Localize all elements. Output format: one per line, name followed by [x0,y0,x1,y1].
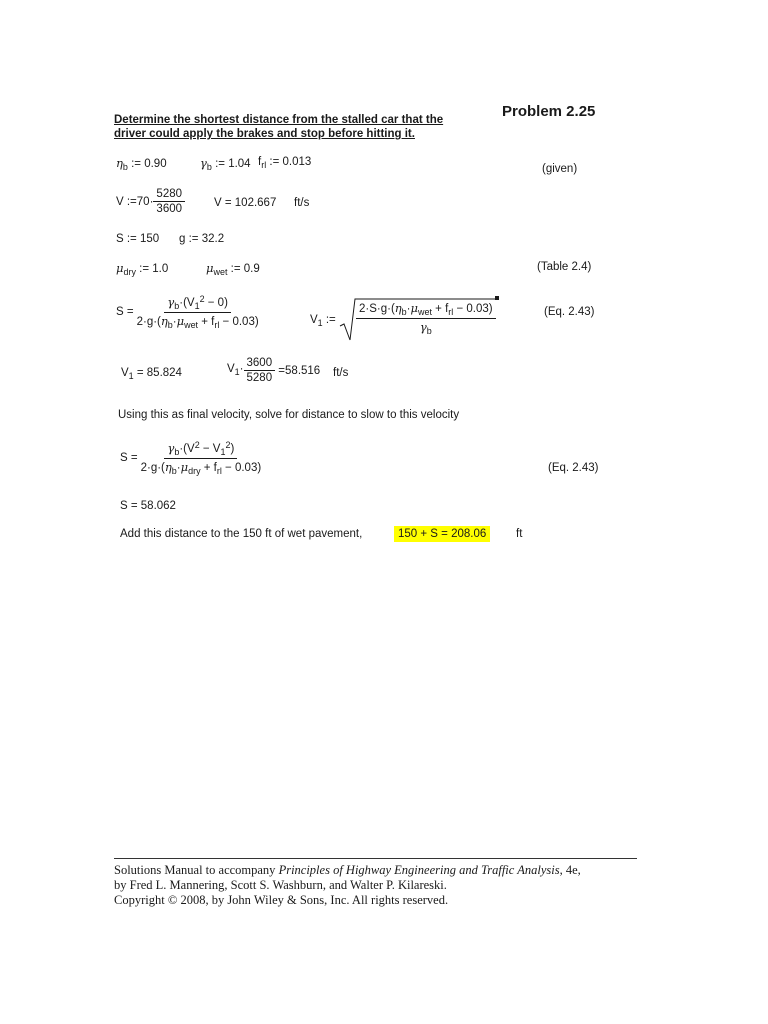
velocity-equation: V := 70 · $\frac{5280}{3600}$ [116,188,185,215]
wet-value: 0.9 [243,263,260,275]
task-line-1: Determine the shortest distance from the stalled car that the [114,114,444,126]
problem-title: Problem 2.25 [502,103,596,120]
s-value: 150 [139,233,160,245]
v1-conv-den: 5280 [246,372,273,384]
braking-equation-1: S = $\frac{\gamma_b\cdot(V_1^2 - 0)}{2\cdot g\cdot(\eta_b\cdot\mu_{wet} + f_{rl} - 0.03)}$ [116,294,262,330]
s-result-value: 58.062 [140,500,176,512]
velocity-den: 3600 [156,203,183,215]
task-statement [114,113,443,141]
friction-wet: $\mu_{wet}$ := 0.9 [206,261,260,278]
velocity-result: V = 102.667 [214,197,277,209]
braking-fraction-2: $\frac{\gamma_b\cdot(V^2 - V_1^2)}{2\cdot g\cdot(\eta_b\cdot\mu_{dry} + f_{rl} - 0.03)}$ [140,440,262,477]
braking-equation-2: S = $\frac{\gamma_b\cdot(V^2 - V_1^2)}{2\cdot g\cdot(\eta_b\cdot\mu_{dry} + f_{rl} - 0.03)}$ [120,440,264,476]
v1-units: ft/s [333,367,349,379]
given-frl: $f_{rl}$ := 0.013 [258,156,312,171]
velocity-num: 5280 [153,188,185,202]
v1-label: $V_1$ := [310,314,336,329]
dry-value: 1.0 [152,263,169,275]
v1-value: 85.824 [146,367,182,379]
v1-fraction: $\frac{2\cdot S\cdot g\cdot(\eta_b\cdot\mu_{wet} + f_{rl} - 0.03)}{\gamma_b}$ [356,301,496,336]
v1-radicand [356,301,496,336]
eq2-note: (Eq. 2.43) [548,462,599,474]
velocity-coef: 70 [136,195,150,208]
given-gamma: $\gamma_b$ := 1.04 [200,156,251,173]
g-value: 32.2 [201,233,225,245]
footer-line-1: Solutions Manual to accompany Principles of Highway Engineering and Traffic Analysis, 4e, [114,863,581,877]
v1-conversion: $V_1\cdot$ $\frac{3600}{5280}$ = 58.516 [227,357,321,384]
velocity-result-value: 102.667 [234,197,277,209]
braking-fraction-1: $\frac{\gamma_b\cdot(V_1^2 - 0)}{2\cdot g\cdot(\eta_b\cdot\mu_{wet} + f_{rl} - 0.03)}$ [136,294,259,331]
book-title: Principles of Highway Engineering and Traffic Analysis [278,863,560,877]
v1-conversion-fraction [244,357,276,384]
explanation-text: Using this as final velocity, solve for distance to slow to this velocity [118,409,460,421]
velocity-fraction [153,188,185,215]
footer-line-3: Copyright © 2008, by John Wiley & Sons, Inc. All rights reserved. [114,893,449,907]
eq1-note: (Eq. 2.43) [544,306,595,318]
task-line-2: driver could apply the brakes and stop before hitting it. [114,128,415,140]
final-highlight: 150 + S = 208.06 [394,526,490,542]
given-eta: $\eta_b$ := 0.90 [116,156,167,173]
footer-line-2: by Fred L. Mannering, Scott S. Washburn, and Walter P. Kilareski. [114,878,447,892]
frl-value: 0.013 [282,156,312,168]
footer [114,863,581,908]
eta-value: 0.90 [144,158,167,170]
constant-g: g := 32.2 [179,233,225,245]
velocity-units: ft/s [294,197,310,209]
gamma-value: 1.04 [228,158,251,170]
v1-conv-num: 3600 [244,357,276,371]
given-note: (given) [542,163,578,175]
friction-dry: $\mu_{dry}$ := 1.0 [116,261,169,278]
final-units: ft [516,528,523,540]
v1-converted: 58.516 [285,364,321,377]
footer-rule [114,858,637,859]
s-result: S = 58.062 [120,500,176,512]
v1-result: $V_1 = 85.824$ [121,367,182,382]
friction-note: (Table 2.4) [537,261,592,273]
constant-s: S := 150 [116,233,160,245]
final-text: Add this distance to the 150 ft of wet pavement, [120,528,363,540]
